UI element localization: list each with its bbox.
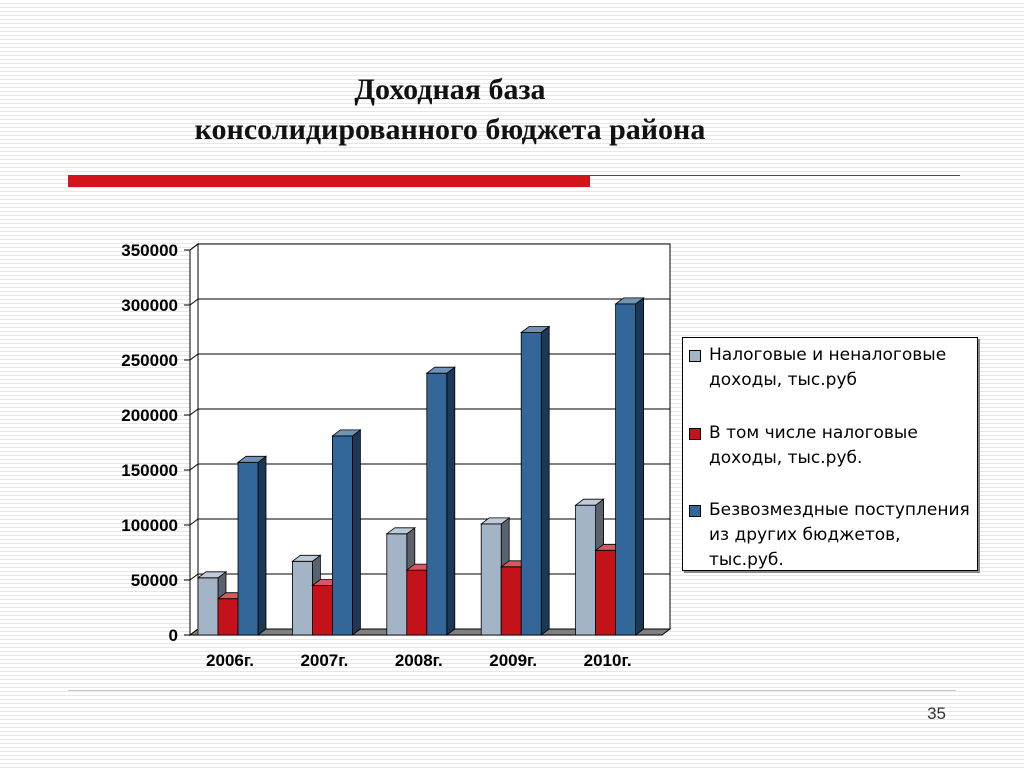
legend-label-series-2: В том числе налоговые доходы, тыс.руб.	[709, 423, 918, 468]
x-tick-label-3: 2009г.	[489, 651, 538, 670]
legend-label-series-1: Налоговые и неналоговые доходы, тыс.руб	[709, 345, 947, 390]
chart-legend	[682, 337, 978, 571]
x-tick-label-0: 2006г.	[206, 651, 254, 670]
y-tick-label-7: 350000	[121, 241, 178, 260]
y-tick-label-1: 50000	[130, 571, 178, 590]
x-tick-label-1: 2007г.	[300, 651, 349, 670]
bar-series-3-1	[332, 430, 360, 635]
y-tick-label-3: 150000	[121, 461, 178, 480]
bar-series-3-2	[427, 367, 455, 635]
footer-divider	[68, 690, 956, 691]
bar-series-3-3	[521, 327, 549, 636]
title-line-2: консолидированного бюджета района	[194, 113, 706, 146]
y-tick-label-5: 250000	[121, 351, 178, 370]
bar-series-3-4	[616, 298, 644, 635]
y-tick-label-4: 200000	[121, 406, 178, 425]
plot-side-wall	[190, 244, 198, 635]
legend-label-series-3: Безвозмездные поступления из других бюджетов, тыс.руб.	[709, 500, 970, 570]
legend-swatch-series-2	[689, 428, 701, 440]
title-line-1: Доходная база	[354, 73, 546, 106]
y-tick-label-6: 300000	[121, 296, 178, 315]
y-tick-label-0: 0	[168, 626, 178, 645]
page-number: 35	[927, 704, 946, 723]
legend-swatch-series-1	[689, 350, 701, 362]
y-tick-label-2: 100000	[121, 516, 178, 535]
x-tick-label-2: 2008г.	[394, 651, 443, 670]
bar-series-3-0	[238, 456, 266, 635]
x-tick-label-4: 2010г.	[583, 651, 632, 670]
legend-swatch-series-3	[689, 505, 701, 517]
